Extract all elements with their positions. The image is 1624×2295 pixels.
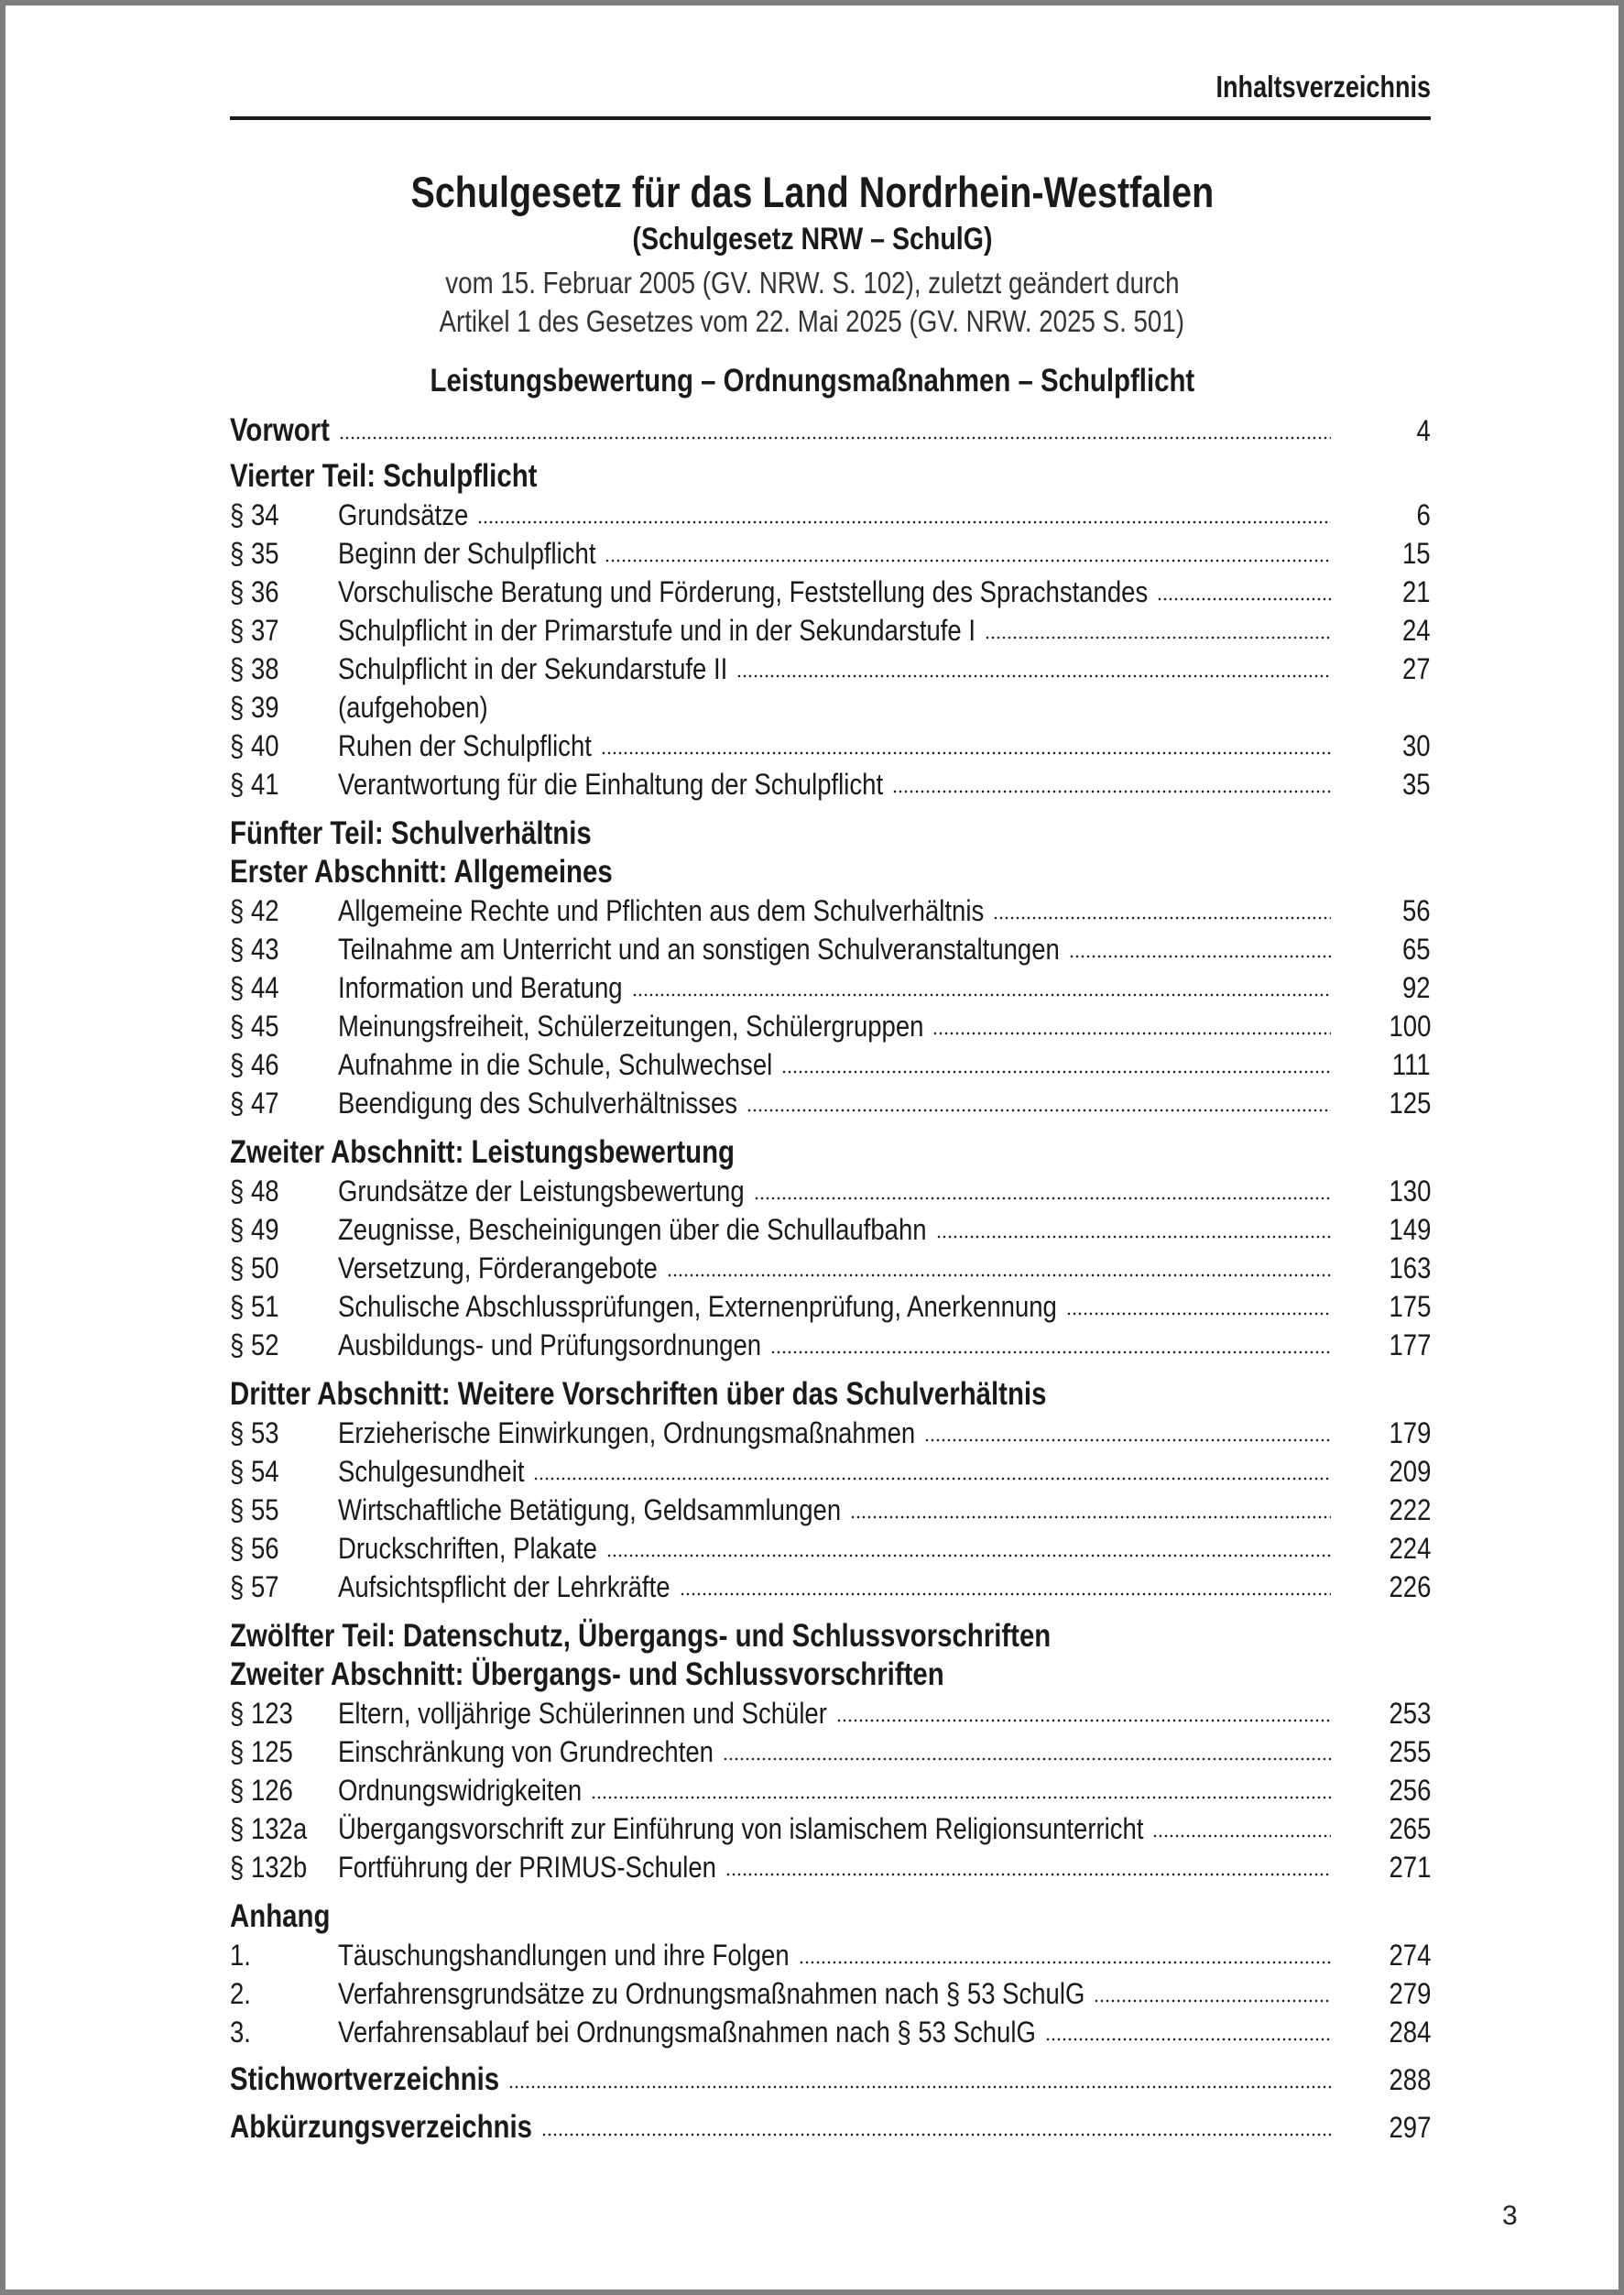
toc-entry[interactable] bbox=[230, 1694, 1431, 1732]
toc-entry[interactable] bbox=[230, 1084, 1431, 1122]
entry-title: Allgemeine Rechte und Pflichten aus dem Schulverhältnis bbox=[338, 894, 985, 927]
section-number-text: § 54 bbox=[230, 1455, 279, 1488]
section-number-text: 3. bbox=[230, 2016, 251, 2049]
entry-title: Ruhen der Schulpflicht bbox=[338, 729, 592, 762]
header-rule bbox=[230, 116, 1431, 120]
entry-title: Täuschungshandlungen und ihre Folgen bbox=[338, 1939, 790, 1972]
toc-entry[interactable] bbox=[230, 1172, 1431, 1210]
page-reference: 130 bbox=[1389, 1175, 1431, 1208]
section-number bbox=[230, 1848, 320, 1886]
leader-dots bbox=[1045, 2038, 1331, 2041]
part-heading: Zwölfter Teil: Datenschutz, Übergangs- und Schlussvorschriften bbox=[230, 1618, 1052, 1654]
page-reference: 4 bbox=[1416, 414, 1431, 447]
leader-dots bbox=[533, 1477, 1331, 1481]
page-reference: 279 bbox=[1389, 1977, 1431, 2010]
section-number-text: § 42 bbox=[230, 894, 279, 927]
toc-entry[interactable] bbox=[230, 1007, 1431, 1045]
entry-title: Schulgesundheit bbox=[338, 1455, 525, 1488]
page-reference: 297 bbox=[1389, 2111, 1431, 2144]
section-number-text: § 56 bbox=[230, 1532, 279, 1565]
section-number bbox=[230, 1210, 287, 1249]
running-header: Inhaltsverzeichnis bbox=[1215, 70, 1431, 104]
section-number-text: § 53 bbox=[230, 1416, 279, 1449]
leader-dots bbox=[605, 559, 1331, 563]
section-number-text: § 46 bbox=[230, 1048, 279, 1081]
toc-entry[interactable] bbox=[230, 1732, 1431, 1771]
entry-title: Aufsichtspflicht der Lehrkräfte bbox=[338, 1570, 670, 1603]
entry-title: Aufnahme in die Schule, Schulwechsel bbox=[338, 1048, 773, 1081]
section-number bbox=[230, 891, 287, 930]
entry-title: Grundsätze bbox=[338, 498, 469, 531]
entry-title: Stichwortverzeichnis bbox=[230, 2061, 500, 2097]
toc-entry[interactable] bbox=[230, 968, 1431, 1007]
section-number-text: § 57 bbox=[230, 1570, 279, 1603]
section-number-text: § 43 bbox=[230, 933, 279, 966]
entry-title: Ausbildungs- und Prüfungsordnungen bbox=[338, 1328, 762, 1361]
page-reference: 27 bbox=[1402, 652, 1431, 685]
leader-dots bbox=[736, 674, 1331, 678]
toc-entry-vorwort[interactable] bbox=[230, 411, 1431, 450]
toc-entry[interactable] bbox=[230, 727, 1431, 765]
page-reference: 209 bbox=[1389, 1455, 1431, 1488]
section-number-text: 1. bbox=[230, 1939, 251, 1972]
leader-dots bbox=[725, 1873, 1331, 1876]
leader-dots bbox=[632, 993, 1331, 997]
leader-dots bbox=[541, 2133, 1331, 2137]
page-reference: 274 bbox=[1389, 1939, 1431, 1972]
page-reference: 15 bbox=[1402, 537, 1431, 570]
page-reference: 177 bbox=[1389, 1328, 1431, 1361]
document-title: Schulgesetz für das Land Nordrhein-Westfalen bbox=[410, 168, 1214, 216]
toc-entry-appendix[interactable] bbox=[230, 1974, 1431, 2013]
section-number-text: § 41 bbox=[230, 768, 279, 801]
leader-dots bbox=[799, 1961, 1331, 1964]
section-number-text: § 47 bbox=[230, 1087, 279, 1120]
leader-dots bbox=[850, 1515, 1331, 1519]
section-number-text: § 48 bbox=[230, 1175, 279, 1208]
leader-dots bbox=[339, 436, 1331, 440]
entry-title: Schulpflicht in der Primarstufe und in der Sekundarstufe I bbox=[338, 614, 976, 647]
toc-entry[interactable] bbox=[230, 650, 1431, 688]
entry-title: Information und Beratung bbox=[338, 971, 623, 1004]
leader-dots bbox=[1152, 1834, 1331, 1838]
page-reference: 222 bbox=[1389, 1493, 1431, 1526]
page-reference: 35 bbox=[1402, 768, 1431, 801]
toc-entry[interactable] bbox=[230, 930, 1431, 968]
section-number-text: 2. bbox=[230, 1977, 251, 2010]
leader-dots bbox=[892, 790, 1331, 793]
page-reference: 30 bbox=[1402, 729, 1431, 762]
entry-title: Beendigung des Schulverhältnisses bbox=[338, 1087, 738, 1120]
page-reference: 163 bbox=[1389, 1251, 1431, 1284]
section-number bbox=[230, 1809, 320, 1848]
entry-title: Ordnungswidrigkeiten bbox=[338, 1774, 583, 1807]
leader-dots bbox=[770, 1350, 1331, 1354]
leader-dots bbox=[591, 1796, 1331, 1799]
page-reference: 255 bbox=[1389, 1735, 1431, 1768]
entry-title: Einschränkung von Grundrechten bbox=[338, 1735, 714, 1768]
page-reference: 175 bbox=[1389, 1290, 1431, 1323]
toc-entry[interactable] bbox=[230, 611, 1431, 650]
section-number bbox=[230, 1326, 287, 1364]
toc-entry-appendix[interactable] bbox=[230, 1936, 1431, 1974]
toc-entry[interactable] bbox=[230, 765, 1431, 803]
page-reference: 100 bbox=[1389, 1010, 1431, 1043]
section-number-text: § 35 bbox=[230, 537, 279, 570]
section-number bbox=[230, 1974, 255, 2013]
section-number-text: § 49 bbox=[230, 1213, 279, 1246]
toc-entry[interactable] bbox=[230, 1529, 1431, 1568]
page-reference: 125 bbox=[1389, 1087, 1431, 1120]
leader-dots bbox=[985, 636, 1331, 639]
toc-entry[interactable] bbox=[230, 534, 1431, 573]
toc-entry[interactable] bbox=[230, 688, 1431, 727]
leader-dots bbox=[1157, 597, 1331, 601]
section-number-text: § 52 bbox=[230, 1328, 279, 1361]
page-reference: 256 bbox=[1389, 1774, 1431, 1807]
toc-entry[interactable] bbox=[230, 1848, 1431, 1886]
section-number bbox=[230, 1694, 303, 1732]
leader-dots bbox=[606, 1554, 1331, 1557]
section-number bbox=[230, 1084, 287, 1122]
entry-title: Verfahrensgrundsätze zu Ordnungsmaßnahmen nach § 53 SchulG bbox=[338, 1977, 1085, 2010]
section-number bbox=[230, 496, 287, 534]
leader-dots bbox=[477, 520, 1331, 524]
entry-title: Vorwort bbox=[230, 412, 330, 448]
section-number-text: § 36 bbox=[230, 575, 279, 608]
document-theme: Leistungsbewertung – Ordnungsmaßnahmen – Schulpflicht bbox=[430, 363, 1194, 399]
section-number bbox=[230, 573, 287, 611]
entry-title: Druckschriften, Plakate bbox=[338, 1532, 597, 1565]
section-number bbox=[230, 1529, 287, 1568]
toc-entry[interactable] bbox=[230, 496, 1431, 534]
section-number-text: § 55 bbox=[230, 1493, 279, 1526]
toc-entry[interactable] bbox=[230, 1771, 1431, 1809]
toc-entry[interactable] bbox=[230, 573, 1431, 611]
page-reference: 149 bbox=[1389, 1213, 1431, 1246]
leader-dots bbox=[667, 1273, 1331, 1277]
page-reference: 284 bbox=[1389, 2016, 1431, 2049]
entry-title: Versetzung, Förderangebote bbox=[338, 1251, 658, 1284]
leader-dots bbox=[680, 1592, 1331, 1596]
section-number bbox=[230, 650, 287, 688]
leader-dots bbox=[993, 916, 1331, 920]
page-reference: 92 bbox=[1402, 971, 1431, 1004]
entry-title: Grundsätze der Leistungsbewertung bbox=[338, 1175, 745, 1208]
entry-title: Abkürzungsverzeichnis bbox=[230, 2109, 533, 2145]
entry-title: Zeugnisse, Bescheinigungen über die Schullaufbahn bbox=[338, 1213, 927, 1246]
entry-title: Schulpflicht in der Sekundarstufe II bbox=[338, 652, 728, 685]
page-reference: 21 bbox=[1402, 575, 1431, 608]
section-number-text: § 44 bbox=[230, 971, 279, 1004]
leader-dots bbox=[1069, 955, 1331, 958]
toc-entry[interactable] bbox=[230, 1249, 1431, 1287]
leader-dots bbox=[836, 1719, 1331, 1722]
page-reference: 226 bbox=[1389, 1570, 1431, 1603]
section-number-text: § 40 bbox=[230, 729, 279, 762]
section-number-text: § 132a bbox=[230, 1812, 308, 1845]
entry-title: Verfahrensablauf bei Ordnungsmaßnahmen nach § 53 SchulG bbox=[338, 2016, 1036, 2049]
toc-entry[interactable] bbox=[230, 1326, 1431, 1364]
entry-title: Übergangsvorschrift zur Einführung von islamischem Religionsunterricht bbox=[338, 1812, 1144, 1845]
section-number bbox=[230, 1414, 287, 1452]
entry-title: Beginn der Schulpflicht bbox=[338, 537, 596, 570]
toc-entry[interactable] bbox=[230, 1452, 1431, 1491]
toc-entry[interactable] bbox=[230, 1287, 1431, 1326]
section-number bbox=[230, 611, 287, 650]
entry-title: Meinungsfreiheit, Schülerzeitungen, Schülergruppen bbox=[338, 1010, 924, 1043]
document-meta-line-2: Artikel 1 des Gesetzes vom 22. Mai 2025 (GV. NRW. 2025 S. 501) bbox=[439, 304, 1185, 338]
entry-title: Teilnahme am Unterricht und an sonstigen Schulveranstaltungen bbox=[338, 933, 1060, 966]
section-number bbox=[230, 1452, 287, 1491]
page-reference: 265 bbox=[1389, 1812, 1431, 1845]
toc-entry[interactable] bbox=[230, 1045, 1431, 1084]
section-number-text: § 51 bbox=[230, 1290, 279, 1323]
part-heading: Vierter Teil: Schulpflicht bbox=[230, 458, 538, 494]
section-number-text: § 123 bbox=[230, 1697, 293, 1730]
toc-entry-index[interactable] bbox=[230, 2060, 1431, 2099]
part-heading: Anhang bbox=[230, 1898, 331, 1934]
toc-entry-abbreviations[interactable] bbox=[230, 2108, 1431, 2147]
leader-dots bbox=[754, 1197, 1331, 1200]
leader-dots bbox=[508, 2085, 1331, 2089]
entry-title: Erzieherische Einwirkungen, Ordnungsmaßnahmen bbox=[338, 1416, 916, 1449]
page-reference: 24 bbox=[1402, 614, 1431, 647]
toc-entry[interactable] bbox=[230, 1491, 1431, 1529]
section-heading: Dritter Abschnitt: Weitere Vorschriften über das Schulverhältnis bbox=[230, 1376, 1047, 1412]
section-number bbox=[230, 1491, 287, 1529]
section-number bbox=[230, 1249, 287, 1287]
section-heading: Zweiter Abschnitt: Übergangs- und Schlussvorschriften bbox=[230, 1656, 944, 1692]
entry-title: Vorschulische Beratung und Förderung, Feststellung des Sprachstandes bbox=[338, 575, 1149, 608]
section-number bbox=[230, 727, 287, 765]
section-number bbox=[230, 1172, 287, 1210]
section-number-text: § 38 bbox=[230, 652, 279, 685]
leader-dots bbox=[936, 1235, 1331, 1239]
section-number-text: § 125 bbox=[230, 1735, 293, 1768]
section-number bbox=[230, 1045, 287, 1084]
section-number-text: § 45 bbox=[230, 1010, 279, 1043]
section-number bbox=[230, 765, 287, 803]
section-heading: Zweiter Abschnitt: Leistungsbewertung bbox=[230, 1134, 736, 1170]
page-reference: 253 bbox=[1389, 1697, 1431, 1730]
section-number bbox=[230, 1287, 287, 1326]
leader-dots bbox=[747, 1109, 1331, 1112]
section-number bbox=[230, 968, 287, 1007]
entry-title: Fortführung der PRIMUS-Schulen bbox=[338, 1851, 716, 1884]
section-heading: Erster Abschnitt: Allgemeines bbox=[230, 854, 613, 890]
toc-entry[interactable] bbox=[230, 1210, 1431, 1249]
section-number bbox=[230, 1568, 287, 1606]
page-reference: 111 bbox=[1392, 1048, 1431, 1081]
entry-title: Schulische Abschlussprüfungen, Externenprüfung, Anerkennung bbox=[338, 1290, 1057, 1323]
section-number-text: § 132b bbox=[230, 1851, 308, 1884]
toc-entry[interactable] bbox=[230, 1568, 1431, 1606]
page-reference: 65 bbox=[1402, 933, 1431, 966]
leader-dots bbox=[723, 1757, 1331, 1761]
entry-title: (aufgehoben) bbox=[338, 691, 488, 724]
toc-entry-appendix[interactable] bbox=[230, 2013, 1431, 2051]
section-number bbox=[230, 534, 287, 573]
leader-dots bbox=[1066, 1312, 1331, 1316]
document-meta-line-1: vom 15. Februar 2005 (GV. NRW. S. 102), zuletzt geändert durch bbox=[444, 266, 1180, 300]
section-number-text: § 37 bbox=[230, 614, 279, 647]
part-heading: Fünfter Teil: Schulverhältnis bbox=[230, 815, 592, 851]
entry-title: Verantwortung für die Einhaltung der Schulpflicht bbox=[338, 768, 884, 801]
entry-title: Wirtschaftliche Betätigung, Geldsammlungen bbox=[338, 1493, 842, 1526]
toc-entry[interactable] bbox=[230, 891, 1431, 930]
section-number bbox=[230, 1936, 255, 1974]
page-reference: 271 bbox=[1389, 1851, 1431, 1884]
section-number bbox=[230, 2013, 255, 2051]
leader-dots bbox=[601, 751, 1331, 755]
section-number bbox=[230, 930, 287, 968]
section-number-text: § 126 bbox=[230, 1774, 293, 1807]
section-number bbox=[230, 1771, 303, 1809]
page-number: 3 bbox=[1502, 2201, 1518, 2231]
leader-dots bbox=[924, 1438, 1331, 1442]
section-number bbox=[230, 1007, 287, 1045]
page-reference: 224 bbox=[1389, 1532, 1431, 1565]
leader-dots bbox=[1094, 1999, 1331, 2003]
page-reference: 56 bbox=[1402, 894, 1431, 927]
leader-dots bbox=[781, 1070, 1331, 1074]
page-reference: 6 bbox=[1416, 498, 1431, 531]
page-reference: 288 bbox=[1389, 2063, 1431, 2096]
section-number bbox=[230, 688, 287, 727]
section-number-text: § 34 bbox=[230, 498, 279, 531]
section-number-text: § 39 bbox=[230, 691, 279, 724]
toc-entry[interactable] bbox=[230, 1414, 1431, 1452]
page-reference: 179 bbox=[1389, 1416, 1431, 1449]
leader-dots bbox=[932, 1032, 1331, 1035]
section-number bbox=[230, 1732, 303, 1771]
toc-entry[interactable] bbox=[230, 1809, 1431, 1848]
document-short-title: (Schulgesetz NRW – SchulG) bbox=[631, 222, 993, 257]
section-number-text: § 50 bbox=[230, 1251, 279, 1284]
entry-title: Eltern, volljährige Schülerinnen und Schüler bbox=[338, 1697, 827, 1730]
